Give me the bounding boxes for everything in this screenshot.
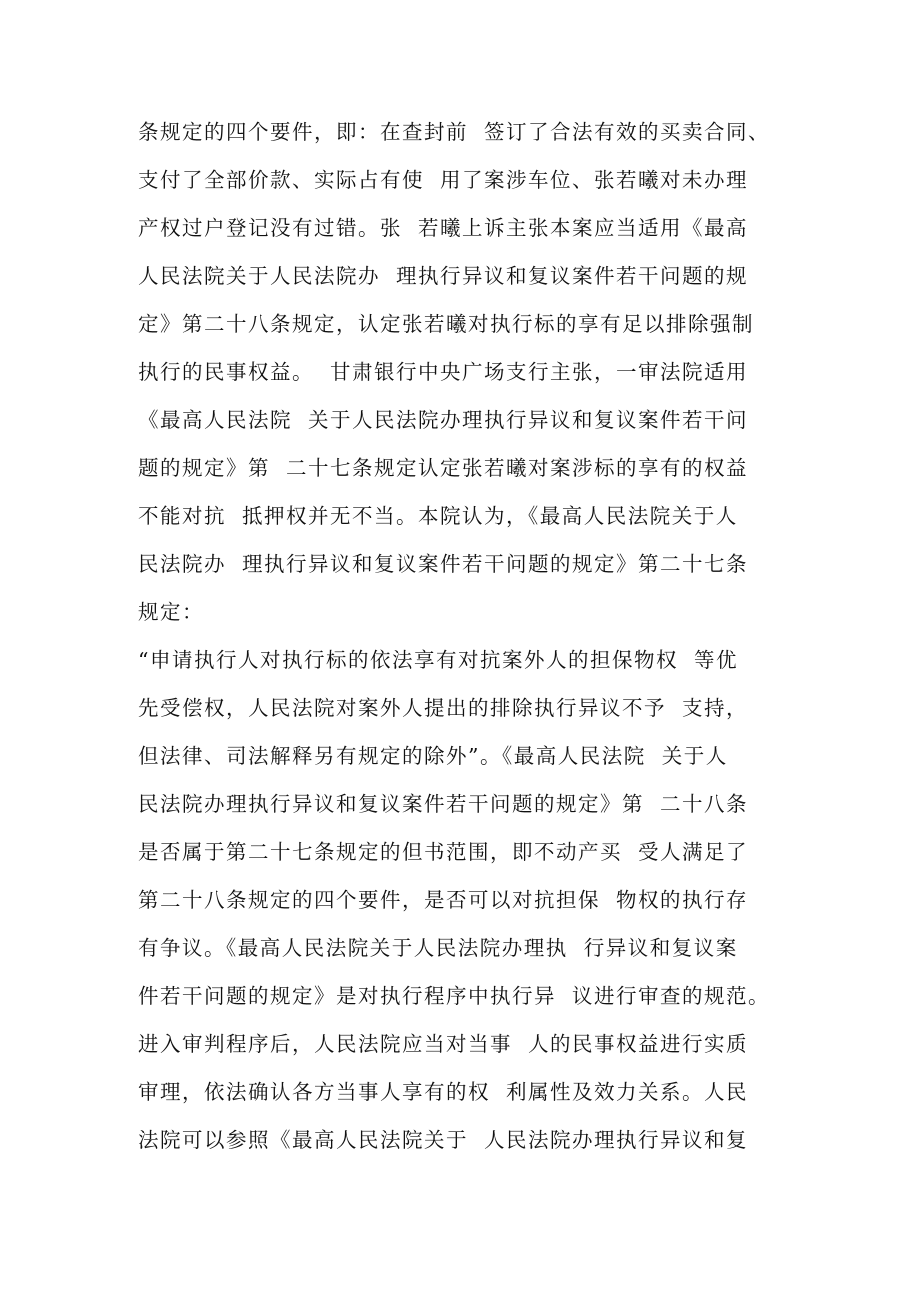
text-line: 第二十八条规定的四个要件，是否可以对抗担保 物权的执行存 <box>138 888 749 912</box>
text-line: 规定： <box>138 600 204 624</box>
text-line: 进入审判程序后，人民法院应当对当事 人的民事权益进行实质 <box>138 1032 749 1056</box>
text-line: 法院可以参照《最高人民法院关于 人民法院办理执行异议和复 <box>138 1128 749 1152</box>
text-line: 但法律、司法解释另有规定的除外”。《最高人民法院 关于人 <box>138 744 728 768</box>
text-line: 民法院办 理执行异议和复议案件若干问题的规定》第二十七条 <box>138 552 749 576</box>
text-line: “申请执行人对执行标的依法享有对抗案外人的担保物权 等优 <box>138 648 739 672</box>
text-line: 先受偿权，人民法院对案外人提出的排除执行异议不予 支持， <box>138 696 749 720</box>
text-line: 支付了全部价款、实际占有使 用了案涉车位、张若曦对未办理 <box>138 168 749 192</box>
text-line: 不能对抗 抵押权并无不当。本院认为，《最高人民法院关于人 <box>138 504 738 528</box>
text-line: 《最高人民法院 关于人民法院办理执行异议和复议案件若干问 <box>138 408 749 432</box>
text-line: 件若干问题的规定》是对执行程序中执行异 议进行审查的规范。 <box>138 984 771 1008</box>
text-line: 人民法院关于人民法院办 理执行异议和复议案件若干问题的规 <box>138 264 749 288</box>
text-line: 有争议。《最高人民法院关于人民法院办理执 行异议和复议案 <box>138 936 738 960</box>
text-line: 条规定的四个要件，即：在查封前 签订了合法有效的买卖合同、 <box>138 120 771 144</box>
text-line: 民法院办理执行异议和复议案件若干问题的规定》第 二十八条 <box>138 792 749 816</box>
text-line: 是否属于第二十七条规定的但书范围，即不动产买 受人满足了 <box>138 840 749 864</box>
text-line: 审理，依法确认各方当事人享有的权 利属性及效力关系。人民 <box>138 1080 749 1104</box>
document-body <box>138 108 798 1164</box>
text-line: 定》第二十八条规定，认定张若曦对执行标的享有足以排除强制 <box>138 312 754 336</box>
text-line: 执行的民事权益。 甘肃银行中央广场支行主张，一审法院适用 <box>138 360 749 384</box>
text-line: 产权过户登记没有过错。张 若曦上诉主张本案应当适用《最高 <box>138 216 749 240</box>
text-line: 题的规定》第 二十七条规定认定张若曦对案涉标的享有的权益 <box>138 456 749 480</box>
